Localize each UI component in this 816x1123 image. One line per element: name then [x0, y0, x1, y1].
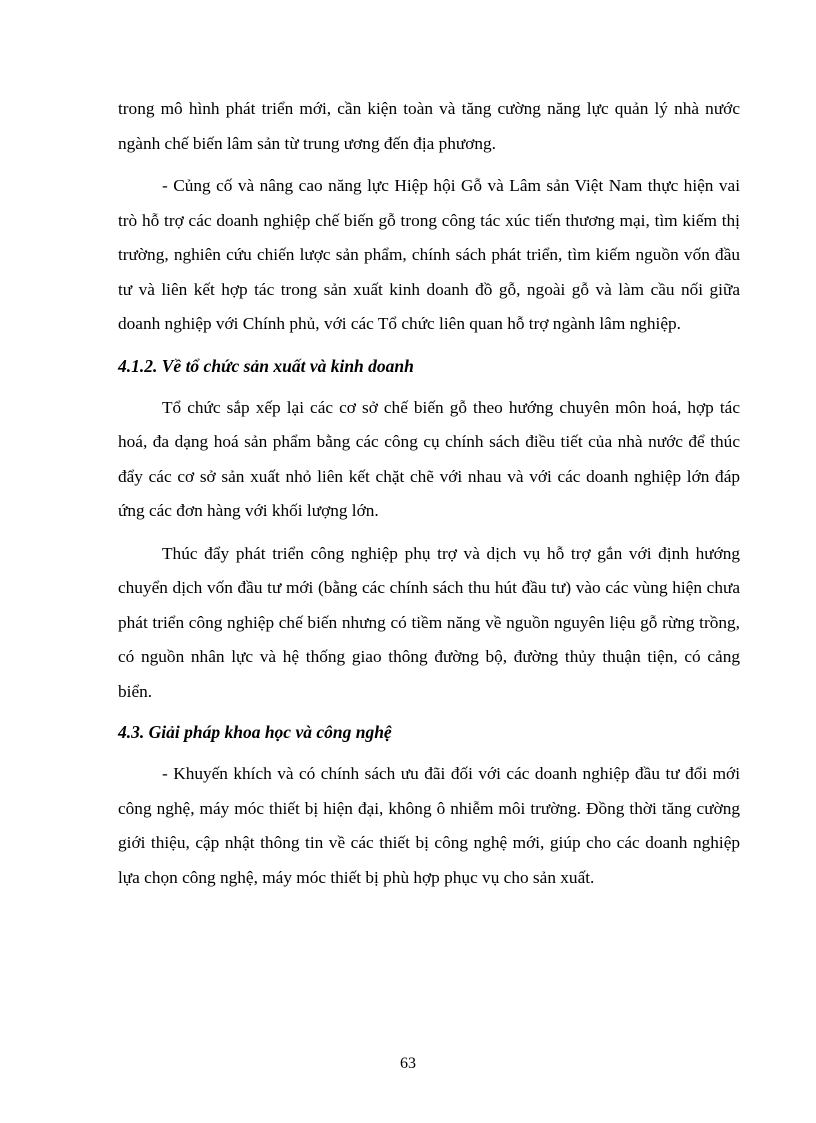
heading-production-organization: 4.1.2. Về tổ chức sản xuất và kinh doanh [118, 355, 414, 376]
paragraph-supporting-industry: Thúc đẩy phát triển công nghiệp phụ trợ và dịch vụ hỗ trợ gắn với định hướng chuyển dịch vốn đầu tư mới (bằng các chính sách thu hút đầu tư) vào các vùng hiện chưa phát triển công nghiệp chế biến nhưng có tiềm năng về nguồn nguyên liệu gỗ rừng trồng, có nguồn nhân lực và hệ thống giao thông đường bộ, đường thủy thuận tiện, có cảng biển. [118, 543, 740, 701]
heading-science-technology: 4.3. Giải pháp khoa học và công nghệ [118, 722, 392, 742]
page-number: 63 [400, 1055, 416, 1072]
paragraph-technology-incentives: - Khuyến khích và có chính sách ưu đãi đối với các doanh nghiệp đầu tư đổi mới công nghệ, máy móc thiết bị hiện đại, không ô nhiễm môi trường. Đồng thời tăng cường giới thiệu, cập nhật thông tin về các thiết bị công nghệ mới, giúp cho các doanh nghiệp lựa chọn công nghệ, máy móc thiết bị phù hợp phục vụ cho sản xuất. [118, 764, 740, 887]
paragraph-restructuring: Tổ chức sắp xếp lại các cơ sở chế biến gỗ theo hướng chuyên môn hoá, hợp tác hoá, đa dạng hoá sản phẩm bằng các công cụ chính sách điều tiết của nhà nước để thúc đẩy các cơ sở sản xuất nhỏ liên kết chặt chẽ với nhau và với các doanh nghiệp lớn đáp ứng các đơn hàng với khối lượng lớn. [118, 397, 740, 520]
paragraph-wood-association: - Củng cố và nâng cao năng lực Hiệp hội Gỗ và Lâm sản Việt Nam thực hiện vai trò hỗ trợ các doanh nghiệp chế biến gỗ trong công tác xúc tiến thương mại, tìm kiếm thị trường, nghiên cứu chiến lược sản phẩm, chính sách phát triển, tìm kiếm nguồn vốn đầu tư và liên kết hợp tác trong sản xuất kinh doanh đồ gỗ, ngoài gỗ và làm cầu nối giữa doanh nghiệp với Chính phủ, với các Tổ chức liên quan hỗ trợ ngành lâm nghiệp. [118, 176, 740, 333]
paragraph-management-continued: trong mô hình phát triển mới, cần kiện toàn và tăng cường năng lực quản lý nhà nước ngành chế biến lâm sản từ trung ương đến địa phương. [118, 99, 740, 153]
document-page [118, 92, 740, 895]
